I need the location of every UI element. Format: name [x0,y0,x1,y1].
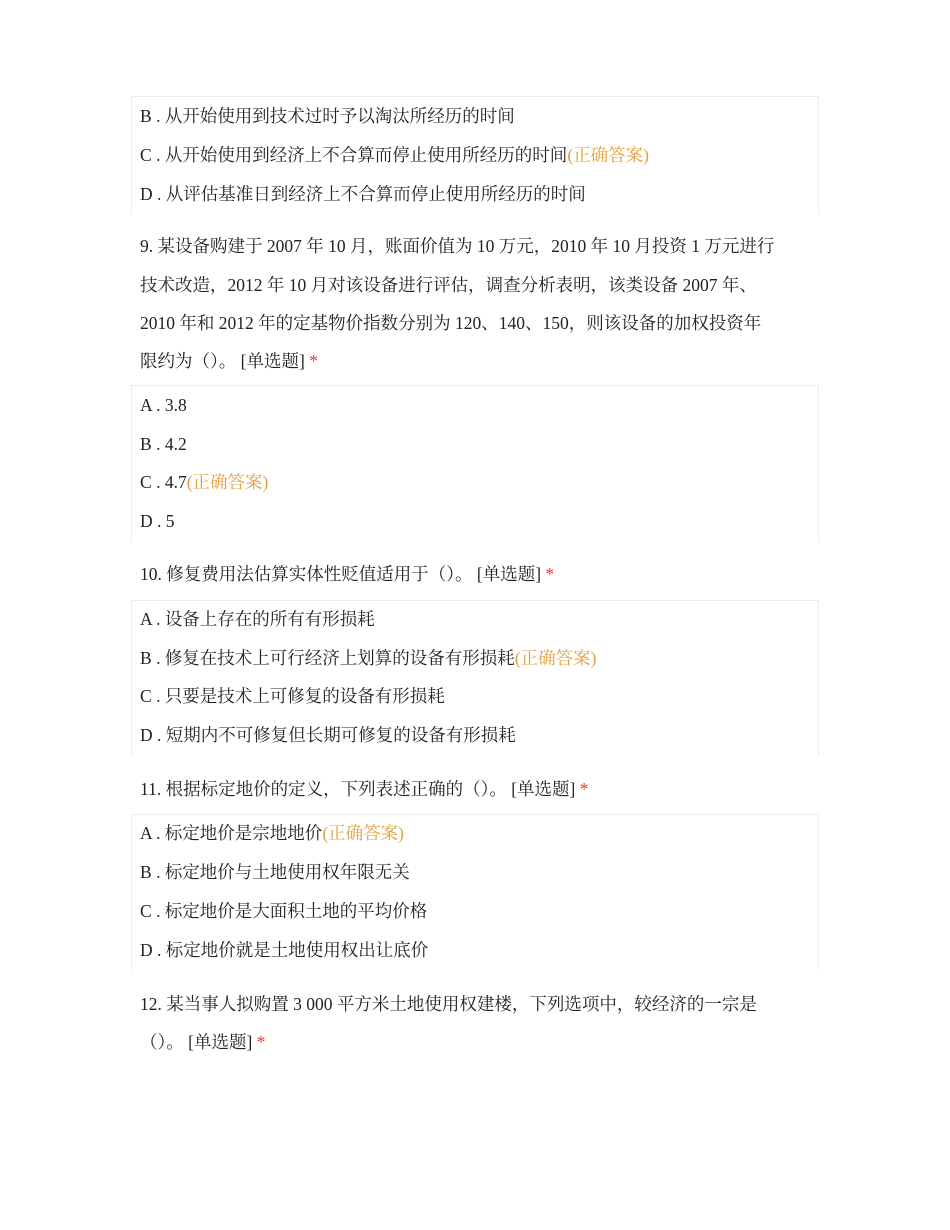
q9-option-a[interactable]: A . 3.8 [140,395,187,415]
option-letter: B [140,648,152,668]
q9-option-c[interactable]: C . 4.7(正确答案) [140,472,269,492]
q9-title-text: 限约为（）。 [单选题] [140,351,305,371]
q9-title-line-3: 2010 年和 2012 年的定基物价指数分别为 120、140、150，则该设备的加权投资年 [140,313,762,333]
option-letter: B [140,106,152,126]
q10-option-d[interactable]: D . 短期内不可修复但长期可修复的设备有形损耗 [140,725,516,745]
correct-answer-tag: (正确答案) [514,648,597,668]
option-text: 修复在技术上可行经济上划算的设备有形损耗 [164,648,515,668]
option-letter: D [140,184,153,204]
q9-options-box [131,385,819,542]
option-text: 从评估基准日到经济上不合算而停止使用所经历的时间 [165,184,586,204]
q8-option-c[interactable]: C . 从开始使用到经济上不合算而停止使用所经历的时间(正确答案) [140,145,649,165]
q10-option-a[interactable]: A . 设备上存在的所有有形损耗 [140,609,375,629]
option-text: 4.7 [164,472,187,492]
option-text: 5 [165,511,175,531]
option-letter: C [140,901,152,921]
q9-option-b[interactable]: B . 4.2 [140,434,187,454]
option-text: 标定地价与土地使用权年限无关 [164,862,410,882]
q11-option-c[interactable]: C . 标定地价是大面积土地的平均价格 [140,901,428,921]
required-marker: * [545,564,555,584]
q10-option-b[interactable]: B . 修复在技术上可行经济上划算的设备有形损耗(正确答案) [140,648,597,668]
option-text: 从开始使用到经济上不合算而停止使用所经历的时间 [164,145,568,165]
option-text: 标定地价是大面积土地的平均价格 [164,901,428,921]
option-letter: D [140,940,153,960]
q12-title-line-1: 12. 某当事人拟购置 3 000 平方米土地使用权建楼，下列选项中，较经济的一宗是 [140,994,757,1014]
option-text: 4.2 [164,434,187,454]
option-letter: C [140,472,152,492]
q10-title-text: 10. 修复费用法估算实体性贬值适用于（）。 [单选题] [140,564,542,584]
option-letter: D [140,725,153,745]
option-text: 从开始使用到技术过时予以淘汰所经历的时间 [164,106,515,126]
q8-option-d[interactable]: D . 从评估基准日到经济上不合算而停止使用所经历的时间 [140,184,586,204]
q11-option-b[interactable]: B . 标定地价与土地使用权年限无关 [140,862,410,882]
q9-title-line-2: 技术改造，2012 年 10 月对该设备进行评估，调查分析表明，该类设备 2007 年、 [140,275,757,295]
q11-title-text: 11. 根据标定地价的定义，下列表述正确的（）。 [单选题] [140,779,576,799]
option-text: 短期内不可修复但长期可修复的设备有形损耗 [165,725,516,745]
correct-answer-tag: (正确答案) [567,145,649,165]
option-letter: A [140,395,152,415]
q9-title-line-1: 9. 某设备购建于 2007 年 10 月，账面价值为 10 万元，2010 年 10 月投资 1 万元进行 [140,236,775,256]
q11-option-a[interactable]: A . 标定地价是宗地地价(正确答案) [140,823,404,843]
option-letter: A [140,609,152,629]
q12-title-line-2 [140,1032,265,1052]
q10-title [140,564,554,584]
option-text: 只要是技术上可修复的设备有形损耗 [164,686,445,706]
option-letter: B [140,862,152,882]
q10-option-c[interactable]: C . 只要是技术上可修复的设备有形损耗 [140,686,445,706]
required-marker: * [256,1032,266,1052]
correct-answer-tag: (正确答案) [186,472,269,492]
option-letter: C [140,145,152,165]
correct-answer-tag: (正确答案) [322,823,404,843]
option-text: 标定地价就是土地使用权出让底价 [165,940,429,960]
q11-option-d[interactable]: D . 标定地价就是土地使用权出让底价 [140,940,429,960]
option-letter: B [140,434,152,454]
q12-title-text: （）。 [单选题] [140,1032,253,1052]
option-letter: D [140,511,153,531]
q9-option-d[interactable]: D . 5 [140,511,175,531]
q9-title-line-4 [140,351,318,371]
option-letter: A [140,823,152,843]
option-text: 3.8 [164,395,187,415]
option-text: 标定地价是宗地地价 [164,823,323,843]
option-text: 设备上存在的所有有形损耗 [164,609,375,629]
q11-title [140,779,589,799]
required-marker: * [309,351,318,371]
required-marker: * [579,779,589,799]
q8-option-b[interactable]: B . 从开始使用到技术过时予以淘汰所经历的时间 [140,106,515,126]
option-letter: C [140,686,152,706]
